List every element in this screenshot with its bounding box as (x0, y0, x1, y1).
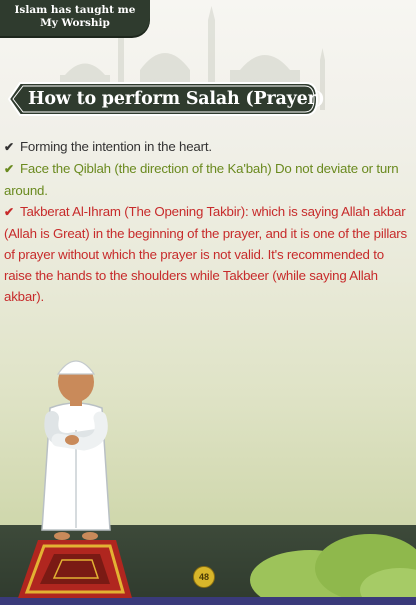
title-banner (6, 80, 325, 118)
instruction-text: Forming the intention in the heart. (20, 139, 212, 154)
check-icon: ✔ (4, 162, 14, 176)
bushes-illustration (250, 520, 416, 600)
instruction-text: Takberat Al-Ihram (The Opening Takbir): which is saying Allah akbar (Allah is Great) in the beginning of the prayer, and it is one of the pillars of prayer without which the prayer is not valid. It's recommended to raise the hands to the shoulders while Takbeer (while saying Allah akbar). (4, 204, 407, 304)
check-icon: ✔ (4, 140, 14, 154)
instruction-item-intention (4, 136, 408, 158)
check-icon: ✔ (4, 205, 14, 219)
praying-boy-illustration (10, 340, 140, 600)
instruction-list (4, 136, 408, 307)
series-header-tab (0, 0, 150, 36)
series-title-line-1: Islam has taught me (14, 4, 136, 16)
page-title: How to perform Salah (Prayer) (28, 89, 325, 109)
series-title-line-2: My Worship (40, 17, 110, 29)
instruction-text: Face the Qiblah (the direction of the Ka'bah) Do not deviate or turn around. (4, 161, 399, 198)
page-number-badge: 48 (193, 566, 215, 588)
instruction-item-takbir (4, 201, 408, 307)
instruction-item-qiblah (4, 158, 408, 201)
